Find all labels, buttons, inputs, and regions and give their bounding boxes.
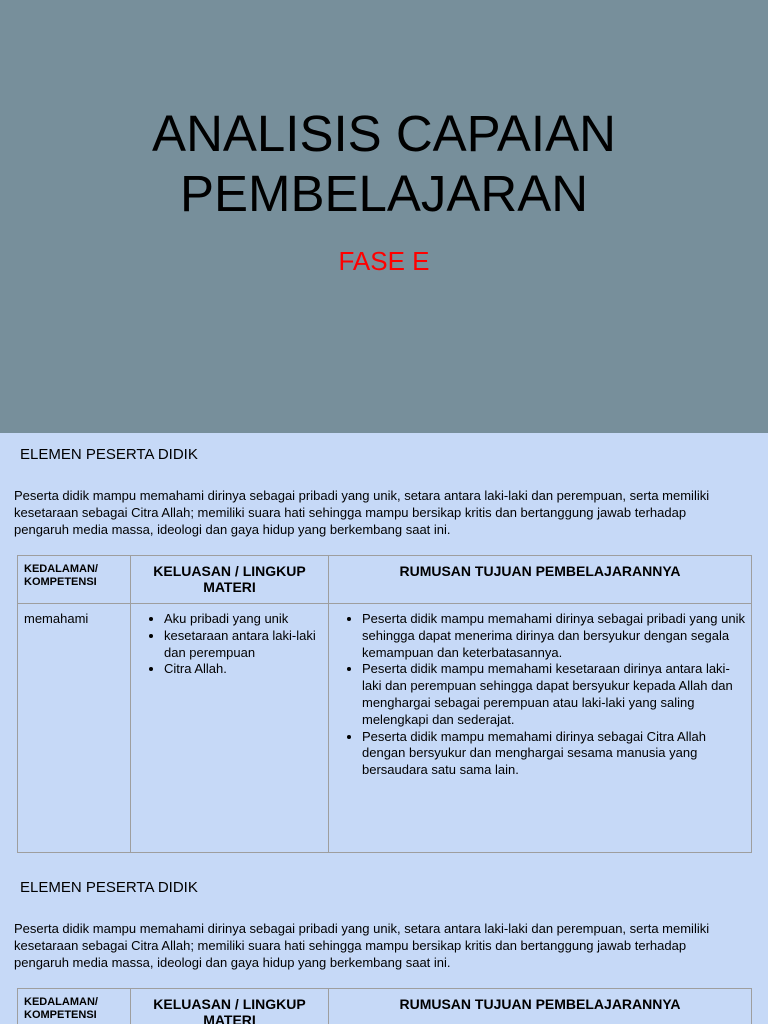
table-row — [18, 604, 752, 853]
header-material: KELUASAN / LINGKUP MATERI — [131, 556, 329, 604]
slide-paragraph: Peserta didik mampu memahami dirinya sebagai pribadi yang unik, setara antara laki-laki dan perempuan, serta memiliki kesetaraan sebagai Citra Allah; memiliki suara hati sehingga mampu bersikap kritis dan bertanggung jawab terhadap pengaruh media massa, ideologi dan gaya hidup yang berkembang saat ini. — [14, 488, 710, 537]
header-material: KELUASAN / LINGKUP MATERI — [131, 989, 329, 1024]
slide-paragraph: Peserta didik mampu memahami dirinya sebagai pribadi yang unik, setara antara laki-laki dan perempuan, serta memiliki kesetaraan sebagai Citra Allah; memiliki suara hati sehingga mampu bersikap kritis dan bertanggung jawab terhadap pengaruh media massa, ideologi dan gaya hidup yang berkembang saat ini. — [14, 921, 710, 970]
slide-element-1 — [0, 433, 768, 866]
slide-heading: ELEMEN PESERTA DIDIK — [20, 879, 198, 896]
cover-title-line2: PEMBELAJARAN — [179, 165, 589, 222]
cover-title-line1: ANALISIS CAPAIAN — [152, 105, 616, 162]
objective-cell — [329, 604, 752, 853]
header-objective: RUMUSAN TUJUAN PEMBELAJARANNYA — [329, 989, 752, 1024]
competency-cell: memahami — [18, 604, 131, 853]
learning-table — [17, 555, 752, 853]
table-header-row — [18, 556, 752, 604]
list-item: • Peserta didik mampu memahami dirinya sebagai pribadi yang unik sehingga dapat menerima dirinya dan bersyukur dengan segala kemampuan dan keterbatasannya. — [362, 611, 745, 661]
material-list — [137, 611, 322, 678]
list-item: • kesetaraan antara laki-laki dan perempuan — [164, 628, 322, 662]
slide-element-2 — [0, 866, 768, 1024]
header-competency: KEDALAMAN/ KOMPETENSI — [18, 989, 131, 1024]
list-item: • Citra Allah. — [164, 661, 322, 678]
cover-subtitle: FASE E — [338, 246, 430, 276]
slide-heading: ELEMEN PESERTA DIDIK — [20, 446, 198, 463]
cover-title — [0, 104, 768, 224]
list-item: • Aku pribadi yang unik — [164, 611, 322, 628]
header-competency: KEDALAMAN/ KOMPETENSI — [18, 556, 131, 604]
material-cell — [131, 604, 329, 853]
cover-slide — [0, 0, 768, 433]
list-item: • Peserta didik mampu memahami kesetaraan dirinya antara laki-laki dan perempuan sehingga dapat bersyukur kepada Allah dan menghargai sebagai perempuan atau laki-laki yang saling melengkapi dan sederajat. — [362, 661, 745, 728]
objective-list — [335, 611, 745, 779]
learning-table — [17, 988, 752, 1024]
header-objective: RUMUSAN TUJUAN PEMBELAJARANNYA — [329, 556, 752, 604]
table-header-row — [18, 989, 752, 1024]
list-item: • Peserta didik mampu memahami dirinya sebagai Citra Allah dengan bersyukur dan menghargai sesama manusia yang bersaudara satu sama lain. — [362, 729, 745, 779]
